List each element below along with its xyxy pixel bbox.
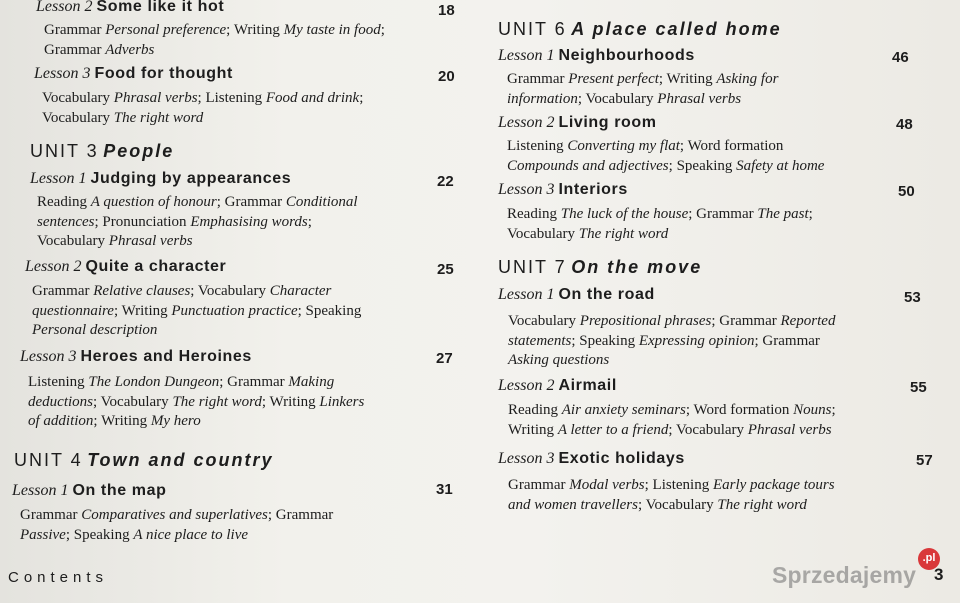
skill-label: ; Writing [93, 413, 151, 429]
topic-title: The luck of the house [560, 206, 689, 222]
topic-title: statements [508, 332, 572, 349]
topic-title: Present perfect [568, 71, 659, 87]
skill-label: ; Vocabulary [668, 421, 748, 438]
skill-label: ; Grammar [688, 206, 758, 222]
description-line [32, 302, 361, 322]
topic-title: sentences [37, 213, 95, 230]
topic-title: Linkers [319, 393, 365, 410]
lesson-heading [498, 286, 655, 304]
skill-label: Vocabulary [507, 225, 579, 242]
topic-title: Personal description [32, 322, 158, 338]
topic-title: Expressing opinion [638, 332, 755, 349]
skill-label: ; Writing [226, 22, 284, 38]
skill-label: ; Vocabulary [637, 496, 718, 513]
description-line [37, 213, 358, 233]
unit-label: UNIT 3 [30, 141, 99, 161]
skill-label: ; [380, 22, 385, 38]
lesson-description [37, 193, 358, 252]
skill-label: Vocabulary [42, 109, 114, 126]
lesson-title: Neighbourhoods [558, 47, 695, 64]
contents-footer-label: Contents [8, 569, 109, 586]
lesson-title: Living room [558, 114, 657, 131]
lesson-heading [20, 348, 252, 366]
description-line [44, 21, 385, 41]
topic-title: Comparatives and superlatives [81, 507, 268, 523]
page-number: 55 [910, 379, 927, 396]
skill-label: ; Word formation [685, 402, 794, 418]
lesson-title: Interiors [558, 181, 628, 198]
description-line [44, 41, 385, 61]
description-line [28, 373, 364, 393]
unit-title: Town and country [87, 450, 274, 470]
skill-label: ; Pronunciation [94, 213, 191, 230]
description-line [42, 109, 363, 129]
watermark-text: Sprzedajemy [772, 562, 917, 588]
topic-title: Asking for [716, 71, 779, 87]
topic-title: deductions [28, 393, 93, 410]
skill-label: ; Vocabulary [577, 90, 658, 107]
skill-label: Grammar [44, 22, 106, 38]
lesson-label: Lesson 3 [498, 450, 555, 467]
description-line [28, 412, 364, 432]
lesson-heading [34, 65, 233, 83]
skill-label: Grammar [507, 71, 569, 87]
page-number: 31 [436, 481, 453, 498]
skill-label: ; Speaking [571, 332, 639, 349]
lesson-description [507, 137, 824, 176]
page-number: 53 [904, 289, 921, 306]
lesson-label: Lesson 3 [20, 348, 77, 365]
unit-label: UNIT 4 [14, 450, 83, 470]
description-line [508, 476, 835, 496]
skill-label: ; Listening [197, 90, 266, 106]
skill-label: ; Vocabulary [190, 283, 270, 299]
description-line [507, 90, 778, 110]
skill-label: ; Grammar [267, 507, 334, 523]
lesson-heading [498, 450, 685, 468]
skill-label: ; Vocabulary [93, 393, 173, 410]
watermark [772, 554, 942, 590]
topic-title: Air anxiety seminars [561, 402, 686, 418]
skill-label: ; Grammar [711, 313, 781, 329]
topic-title: Character [269, 283, 332, 299]
skill-label: ; Speaking [297, 302, 362, 319]
unit-title: People [103, 141, 175, 161]
lesson-heading [498, 114, 657, 132]
skill-label: ; Speaking [65, 526, 134, 543]
lesson-heading [498, 377, 617, 395]
skill-label: ; Grammar [754, 332, 820, 349]
lesson-description [507, 70, 778, 109]
topic-title: The right word [172, 393, 262, 410]
lesson-title: Heroes and Heroines [80, 348, 252, 365]
description-line [507, 225, 813, 245]
lesson-description [20, 506, 333, 545]
topic-title: Emphasising words [190, 213, 308, 230]
topic-title: Conditional [285, 194, 358, 210]
skill-label: Reading [508, 402, 562, 418]
topic-title: Making [288, 374, 335, 390]
page-number: 18 [438, 2, 455, 19]
skill-label: ; Writing [113, 302, 172, 319]
lesson-label: Lesson 3 [498, 181, 555, 198]
lesson-label: Lesson 3 [34, 65, 91, 82]
lesson-description [508, 476, 835, 515]
skill-label: Grammar [44, 41, 106, 58]
lesson-title: Exotic holidays [558, 450, 685, 467]
lesson-heading [25, 258, 226, 276]
skill-label: Listening [507, 138, 568, 154]
topic-title: A nice place to live [133, 526, 249, 543]
description-line [508, 496, 835, 516]
topic-title: The past [757, 206, 809, 222]
topic-title: Phrasal verbs [108, 233, 193, 249]
skill-label: Writing [508, 421, 558, 438]
page-number: 50 [898, 183, 915, 200]
unit-heading [30, 141, 174, 162]
skill-label: ; Writing [261, 393, 320, 410]
topic-title: information [507, 90, 578, 107]
page-number: 46 [892, 49, 909, 66]
description-line [508, 312, 835, 332]
topic-title: A question of honour [90, 194, 217, 210]
lesson-title: Judging by appearances [90, 170, 292, 187]
topic-title: Modal verbs [569, 477, 645, 493]
topic-title: Phrasal verbs [747, 421, 832, 438]
topic-title: and women travellers [508, 496, 638, 513]
skill-label: Vocabulary [37, 233, 109, 249]
topic-title: Early package tours [712, 477, 835, 493]
lesson-title: Food for thought [94, 65, 233, 82]
description-line [507, 70, 778, 90]
lesson-label: Lesson 2 [498, 114, 555, 131]
topic-title: My hero [150, 413, 201, 429]
skill-label: ; Word formation [679, 138, 784, 154]
lesson-title: On the road [558, 286, 655, 303]
topic-title: My taste in food [283, 22, 381, 38]
unit-heading [498, 19, 782, 40]
topic-title: Prepositional phrases [579, 313, 712, 329]
skill-label: Vocabulary [42, 90, 114, 106]
topic-title: Personal preference [105, 22, 227, 38]
skill-label: ; [808, 206, 813, 222]
lesson-label: Lesson 2 [25, 258, 82, 275]
topic-title: Reported [780, 313, 836, 329]
description-line [20, 506, 333, 526]
skill-label: Grammar [20, 507, 82, 523]
unit-label: UNIT 6 [498, 19, 567, 39]
lesson-description [508, 312, 835, 371]
skill-label: Reading [507, 206, 561, 222]
skill-label: ; [831, 402, 836, 418]
topic-title: Nouns [793, 402, 832, 418]
description-line [42, 89, 363, 109]
description-line [32, 321, 361, 341]
skill-label: ; Listening [644, 477, 713, 493]
lesson-description [42, 89, 363, 128]
topic-title: Relative clauses [93, 283, 191, 299]
page-number: 48 [896, 116, 913, 133]
skill-label: ; [307, 213, 312, 230]
topic-title: The London Dungeon [88, 374, 220, 390]
topic-title: Phrasal verbs [657, 90, 742, 107]
lesson-description [507, 205, 813, 244]
unit-title: A place called home [571, 19, 782, 39]
lesson-heading [498, 47, 695, 65]
description-line [28, 393, 364, 413]
page-number: 25 [437, 261, 454, 278]
lesson-label: Lesson 1 [498, 47, 555, 64]
lesson-label: Lesson 1 [12, 482, 69, 499]
page-folio-number: 3 [934, 565, 944, 584]
skill-label: Grammar [32, 283, 94, 299]
topic-title: Passive [20, 526, 66, 543]
skill-label: Reading [37, 194, 91, 210]
lesson-label: Lesson 1 [498, 286, 555, 303]
description-line [507, 205, 813, 225]
lesson-title: Some like it hot [96, 0, 225, 15]
lesson-description [32, 282, 361, 341]
page-number: 20 [438, 68, 455, 85]
description-line [37, 232, 358, 252]
description-line [508, 421, 836, 441]
topic-title: Phrasal verbs [113, 90, 198, 106]
page-number: 57 [916, 452, 933, 469]
skill-label: Vocabulary [508, 313, 580, 329]
topic-title: The right word [717, 496, 807, 513]
skill-label: ; Grammar [216, 194, 286, 210]
lesson-heading [498, 181, 628, 199]
lesson-title: Quite a character [85, 258, 227, 275]
description-line [508, 332, 835, 352]
lesson-description [44, 21, 385, 60]
topic-title: Food and drink [265, 90, 360, 106]
skill-label: Grammar [508, 477, 570, 493]
skill-label: ; Grammar [219, 374, 289, 390]
description-line [508, 401, 836, 421]
skill-label: Listening [28, 374, 89, 390]
lesson-title: Airmail [558, 377, 617, 394]
unit-title: On the move [571, 257, 703, 277]
description-line [507, 157, 824, 177]
unit-heading [498, 257, 702, 278]
topic-title: The right word [113, 109, 204, 126]
skill-label: ; Writing [658, 71, 717, 87]
description-line [20, 526, 333, 546]
topic-title: Punctuation practice [171, 302, 298, 319]
unit-heading [14, 450, 274, 471]
skill-label: ; Speaking [668, 157, 737, 174]
topic-title: questionnaire [32, 302, 114, 319]
lesson-description [508, 401, 836, 440]
lesson-heading [12, 482, 166, 500]
lesson-label: Lesson 2 [498, 377, 555, 394]
lesson-heading [30, 170, 291, 188]
topic-title: Compounds and adjectives [507, 157, 669, 174]
description-line [32, 282, 361, 302]
description-line [507, 137, 824, 157]
topic-title: A letter to a friend [557, 421, 669, 438]
description-line [508, 351, 835, 371]
unit-label: UNIT 7 [498, 257, 567, 277]
skill-label: ; [359, 90, 364, 106]
topic-title: Converting my flat [567, 138, 680, 154]
description-line [37, 193, 358, 213]
lesson-title: On the map [72, 482, 167, 499]
lesson-heading [36, 0, 224, 16]
lesson-label: Lesson 1 [30, 170, 87, 187]
lesson-description [28, 373, 364, 432]
topic-title: Adverbs [105, 41, 155, 58]
topic-title: Safety at home [736, 157, 825, 174]
page-number: 22 [437, 173, 454, 190]
topic-title: of addition [28, 413, 94, 429]
page-number: 27 [436, 350, 453, 367]
lesson-label: Lesson 2 [36, 0, 93, 15]
watermark-badge-text: .pl [922, 552, 936, 564]
topic-title: Asking questions [508, 352, 610, 368]
topic-title: The right word [578, 225, 669, 242]
